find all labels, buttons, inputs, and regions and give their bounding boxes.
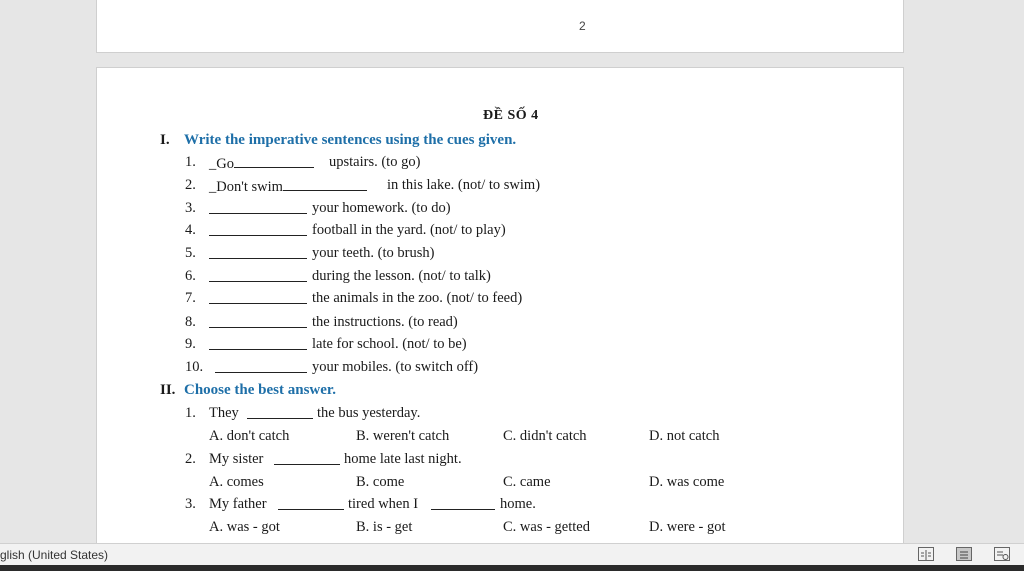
web-layout-icon[interactable] — [994, 547, 1010, 561]
blank-line — [209, 336, 307, 350]
item-number: 5. — [185, 245, 196, 261]
document-page[interactable] — [96, 67, 904, 549]
section-1-numeral: I. — [160, 132, 170, 148]
section-2-heading — [160, 382, 336, 399]
item-answer — [209, 177, 367, 196]
blank-line — [209, 314, 307, 328]
item-answer — [209, 200, 307, 219]
blank-line — [278, 496, 344, 515]
option-d[interactable]: D. were - got — [649, 519, 726, 535]
item-cue: the animals in the zoo. (not/ to feed) — [312, 290, 523, 306]
item-number: 1. — [185, 154, 196, 170]
option-d[interactable]: D. was come — [649, 474, 725, 490]
item-answer — [209, 336, 307, 355]
option-b[interactable]: B. weren't catch — [356, 428, 450, 444]
option-c[interactable]: C. was - getted — [503, 519, 590, 535]
item-cue: the instructions. (to read) — [312, 314, 458, 330]
blank-line — [283, 177, 367, 191]
question-stem-middle: tired when I — [348, 496, 419, 512]
item-answer — [209, 268, 307, 287]
item-cue: your mobiles. (to switch off) — [312, 359, 479, 375]
question-number: 3. — [185, 496, 196, 512]
option-a[interactable]: A. was - got — [209, 519, 280, 535]
option-b[interactable]: B. is - get — [356, 519, 413, 535]
item-cue: your homework. (to do) — [312, 200, 451, 216]
answer-text: _Don't swim — [209, 179, 283, 195]
item-number: 6. — [185, 268, 196, 284]
blank-line — [209, 245, 307, 259]
blank-line — [209, 200, 307, 214]
option-c[interactable]: C. didn't catch — [503, 428, 587, 444]
item-cue: during the lesson. (not/ to talk) — [312, 268, 491, 284]
item-number: 2. — [185, 177, 196, 193]
question-number: 2. — [185, 451, 196, 467]
item-answer — [209, 290, 307, 309]
section-1-title: Write the imperative sentences using the cues given. — [184, 132, 517, 148]
section-2-numeral: II. — [160, 382, 176, 398]
question-stem-end: home late last night. — [344, 451, 462, 467]
taskbar-edge — [0, 565, 1024, 571]
item-answer — [209, 245, 307, 264]
item-cue: upstairs. (to go) — [329, 154, 421, 170]
page-number: 2 — [579, 19, 586, 33]
blank-line — [234, 154, 314, 168]
option-c[interactable]: C. came — [503, 474, 551, 490]
question-stem-start: My father — [209, 496, 267, 512]
item-cue: your teeth. (to brush) — [312, 245, 435, 261]
document-title: ĐỀ SỐ 4 — [483, 108, 539, 123]
item-answer — [215, 359, 307, 378]
answer-text: _Go — [209, 156, 234, 172]
item-number: 7. — [185, 290, 196, 306]
option-d[interactable]: D. not catch — [649, 428, 720, 444]
print-layout-icon[interactable] — [956, 547, 972, 561]
blank-line — [209, 268, 307, 282]
item-cue: late for school. (not/ to be) — [312, 336, 467, 352]
status-bar — [0, 543, 1024, 566]
item-number: 10. — [185, 359, 204, 375]
question-number: 1. — [185, 405, 196, 421]
question-stem-start: My sister — [209, 451, 264, 467]
item-number: 3. — [185, 200, 196, 216]
question-stem-end: home. — [500, 496, 536, 512]
item-number: 4. — [185, 222, 196, 238]
item-cue: in this lake. (not/ to swim) — [387, 177, 541, 193]
item-cue: football in the yard. (not/ to play) — [312, 222, 506, 238]
option-b[interactable]: B. come — [356, 474, 405, 490]
item-answer — [209, 314, 307, 333]
section-2-title: Choose the best answer. — [184, 382, 336, 398]
blank-line — [247, 405, 313, 424]
item-answer — [209, 154, 314, 173]
option-a[interactable]: A. don't catch — [209, 428, 290, 444]
read-mode-icon[interactable] — [918, 547, 934, 561]
language-indicator[interactable]: glish (United States) — [0, 548, 109, 562]
option-a[interactable]: A. comes — [209, 474, 264, 490]
blank-line — [274, 451, 340, 470]
item-number: 9. — [185, 336, 196, 352]
blank-line — [209, 290, 307, 304]
blank-line — [215, 359, 307, 373]
blank-line — [431, 496, 495, 515]
question-stem-end: the bus yesterday. — [317, 405, 421, 421]
question-stem-start: They — [209, 405, 239, 421]
item-number: 8. — [185, 314, 196, 330]
previous-page — [96, 0, 904, 53]
item-answer — [209, 222, 307, 241]
section-1-heading — [160, 132, 516, 149]
blank-line — [209, 222, 307, 236]
